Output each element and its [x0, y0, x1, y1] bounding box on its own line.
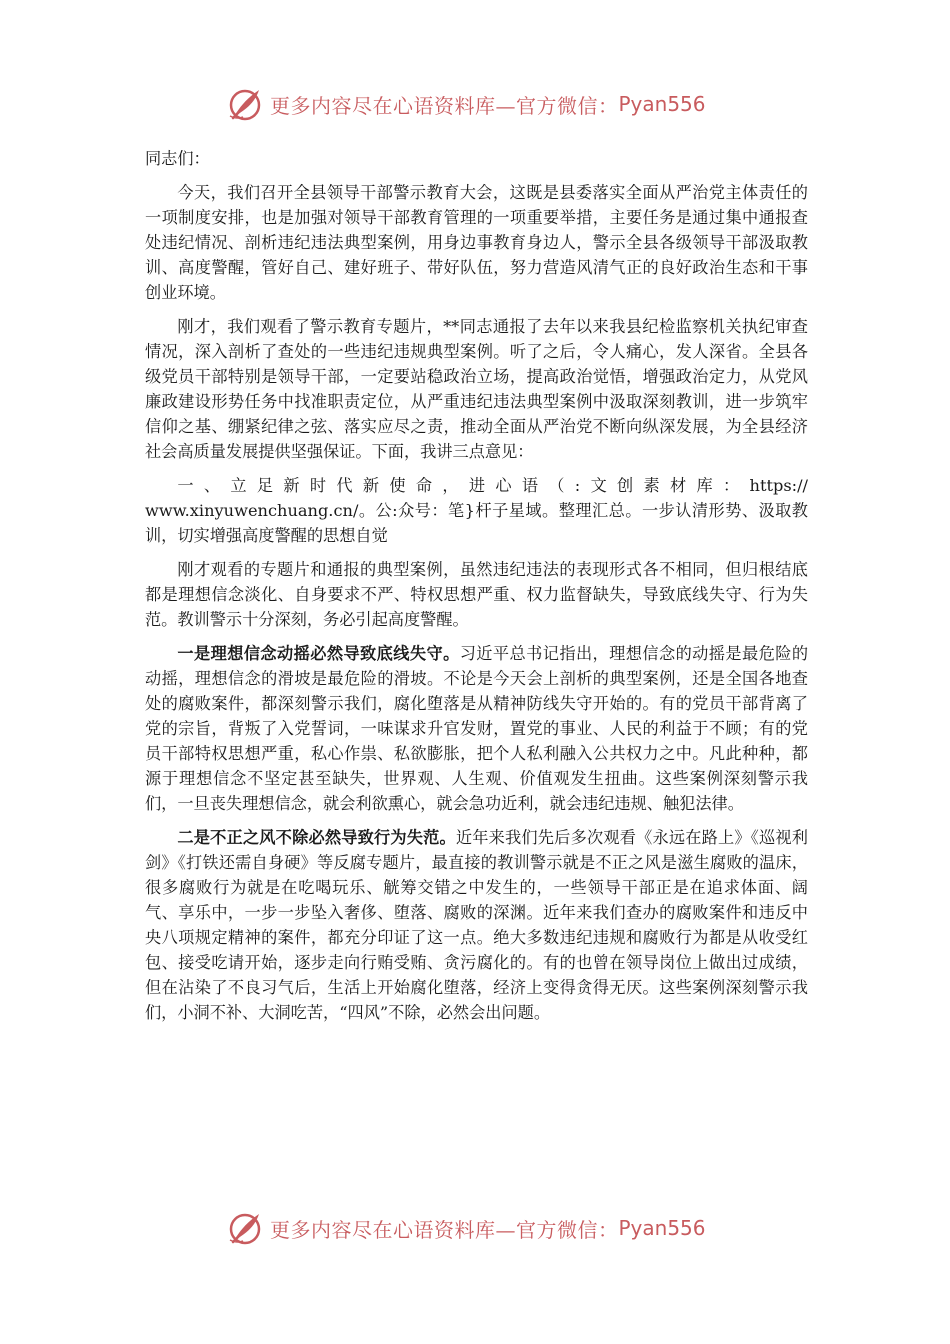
- quill-logo-icon: [226, 1209, 264, 1247]
- greeting: 同志们：: [145, 149, 210, 168]
- paragraph-overview: 刚才，我们观看了警示教育专题片，**同志通报了去年以来我县纪检监察机关执纪审查情况，深入剖析了查处的一些违纪违规典型案例。听了之后，令人痛心，发人深省。全县各级党员干部特别是领导干部，一定要站稳政治立场，提高政治觉悟，增强政治定力，从党风廉政建设形势任务中找准职责定位，从严重违纪违法典型案例中汲取深刻教训，进一步筑牢信仰之基、绷紧纪律之弦、落实应尽之责，推动全面从严治党不断向纵深发展，为全县经济社会高质量发展提供坚强保证。下面，我讲三点意见：: [145, 317, 808, 461]
- point-2-lead: 二是不正之风不除必然导致行为失范。: [177, 828, 456, 847]
- section-heading-1: [145, 473, 808, 548]
- point-2-body: 近年来我们先后多次观看《永远在路上》《巡视利剑》《打铁还需自身硬》等反腐专题片，最直接的教训警示就是不正之风是滋生腐败的温床，很多腐败行为就是在吃喝玩乐、觥筹交错之中发生的，一些领导干部正是在追求体面、阔气、享乐中，一步一步坠入奢侈、堕落、腐败的深渊。近年来我们查办的腐败案件和违反中央八项规定精神的案件，都充分印证了这一点。绝大多数违纪违规和腐败行为都是从收受红包、接受吃请开始，逐步走向行贿受贿、贪污腐化的。有的也曾在领导岗位上做出过成绩，但在沾染了不良习气后，生活上开始腐化堕落，经济上变得贪得无厌。这些案例深刻警示我们，小洞不补、大洞吃苦，“四风”不除，必然会出问题。: [145, 828, 808, 1022]
- document-body: [145, 146, 808, 1034]
- paragraph-point-2: [145, 825, 808, 1025]
- watermark-text: 更多内容尽在心语资料库—官方微信：: [270, 93, 619, 118]
- header-watermark-banner: [226, 84, 706, 124]
- watermark-wechat-id: Pyan556: [618, 92, 706, 116]
- section-heading-1-line2: www.xinyuwenchuang.cn/。公:众号：笔}杆子星域。整理汇总。一步认清形势、汲取教训，切实增强高度警醒的思想自觉: [145, 501, 808, 545]
- section-heading-1-line1: 一、立足新时代新使命，进心语（:文创素材库：https://: [177, 476, 808, 495]
- watermark-wechat-id: Pyan556: [618, 1216, 706, 1240]
- paragraph-point-1: [145, 641, 808, 816]
- paragraph-lessons: 刚才观看的专题片和通报的典型案例，虽然违纪违法的表现形式各不相同，但归根结底都是理想信念淡化、自身要求不严、特权思想严重、权力监督缺失，导致底线失守、行为失范。教训警示十分深刻，务必引起高度警醒。: [145, 560, 808, 629]
- quill-logo-icon: [226, 85, 264, 123]
- point-1-lead: 一是理想信念动摇必然导致底线失守。: [177, 644, 460, 663]
- watermark-text: 更多内容尽在心语资料库—官方微信：: [270, 1217, 619, 1242]
- footer-watermark-banner: [226, 1208, 706, 1248]
- point-1-body: 习近平总书记指出，理想信念的动摇是最危险的动摇，理想信念的滑坡是最危险的滑坡。不论是今天会上剖析的典型案例，还是全国各地查处的腐败案件，都深刻警示我们，腐化堕落是从精神防线失守开始的。有的党员干部背离了党的宗旨，背叛了入党誓词，一味谋求升官发财，置党的事业、人民的利益于不顾；有的党员干部特权思想严重，私心作祟、私欲膨胀，把个人私利融入公共权力之中。凡此种种，都源于理想信念不坚定甚至缺失，世界观、人生观、价值观发生扭曲。这些案例深刻警示我们，一旦丧失理想信念，就会利欲熏心，就会急功近利，就会违纪违规、触犯法律。: [145, 644, 809, 813]
- paragraph-intro: 今天，我们召开全县领导干部警示教育大会，这既是县委落实全面从严治党主体责任的一项制度安排，也是加强对领导干部教育管理的一项重要举措，主要任务是通过集中通报查处违纪情况、剖析违纪违法典型案例，用身边事教育身边人，警示全县各级领导干部汲取教训、高度警醒，管好自己、建好班子、带好队伍，努力营造风清气正的良好政治生态和干事创业环境。: [145, 183, 808, 302]
